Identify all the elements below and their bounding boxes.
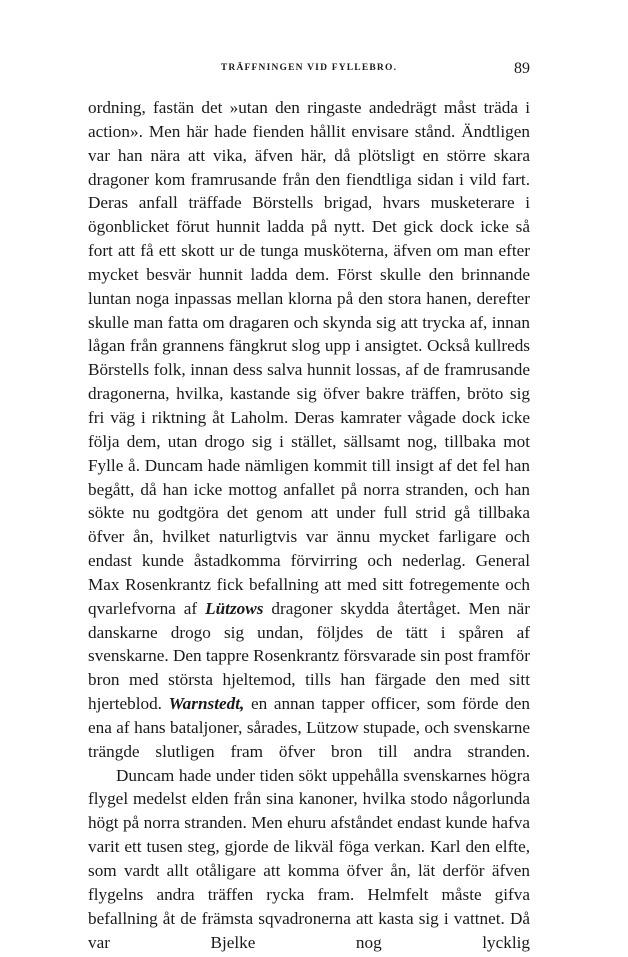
paragraph-1 — [88, 96, 530, 764]
paragraph-1-text-b: dragoner skydda återtåget. Men när danskarne drogo sig undan, följdes de tätt i spåren af svenskarne. Den tappre Rosenkrantz försvarade sin post framför bron med största hjeltemod, tills han färgade den med sitt hjerteblod. — [88, 598, 530, 714]
paragraph-1-text-a: ordning, fastän det »utan den ringaste andedrägt måst träda i action». Men här hade fienden hållit envisare stånd. Ändtligen var han nära att vika, äfven här, då plötsligt en större skara dragoner kom framrusande från den fiendtliga sidan i vild fart. Deras anfall träffade Börstells brigad, hvars musketerare i ögonblicket förut hunnit ladda på nytt. Det gick dock icke så fort att få ett skott ur de tunga musköterna, äfven om man efter mycket besvär hunnit ladda dem. Först skulle den brinnande luntan noga inpassas mellan klorna på den stora hanen, derefter skulle man fatta om dragaren och skynda sig att trycka af, innan lågan från grannens fängkrut slog upp i ansigtet. Också kullreds Börstells folk, innan dess salva hunnit lossas, af de framrusande dragonerna, hvilka, kastande sig öfver bakre träffen, bröto sig fri väg i riktning åt Laholm. Deras kamrater vågade dock icke följa dem, utan drogo sig i stället, sällsamt nog, tillbaka mot Fylle å. Duncam hade nämligen kommit till insigt af det fel han begått, då han icke mottog anfallet på norra stranden, och han sökte nu godtgöra det genom att under full strid gå tillbaka öfver ån, hvilket naturligtvis var ännu mycket farligare och endast kunde åstadkomma förvirring och nederlag. General Max Rosenkrantz fick befallning att med sitt fotregemente och qvarlefvorna af — [88, 98, 530, 618]
italic-name-warnstedt: Warnstedt, — [168, 694, 245, 714]
page-number: 89 — [514, 60, 530, 77]
paragraph-2: Duncam hade under tiden sökt uppehålla svenskarnes högra flygel medelst elden från sina kanoner, hvilka stodo någorlunda högt på norra stranden. Men ehuru afståndet endast kunde hafva varit ett tusen steg, gjorde de likväl föga verkan. Karl den elfte, som vardt allt otåligare att komma öfver ån, lät derför äfven flygelns andra träffen rycka fram. Helmfelt måste gifva befallning åt de främsta sqvadronerna att kasta sig i vattnet. Då var Bjelke nog lycklig — [88, 765, 530, 952]
body-text — [88, 96, 530, 954]
paragraph-1-text-c: en annan tapper officer, som förde den ena af hans bataljoner, sårades, Lützow stupade, och svenskarne trängde slutligen fram öfver bron till andra stranden. — [88, 694, 530, 761]
italic-name-lutzows: Lützows — [205, 598, 264, 618]
running-title: TRÄFFNINGEN VID FYLLEBRO. — [220, 63, 398, 73]
running-header — [88, 60, 530, 84]
